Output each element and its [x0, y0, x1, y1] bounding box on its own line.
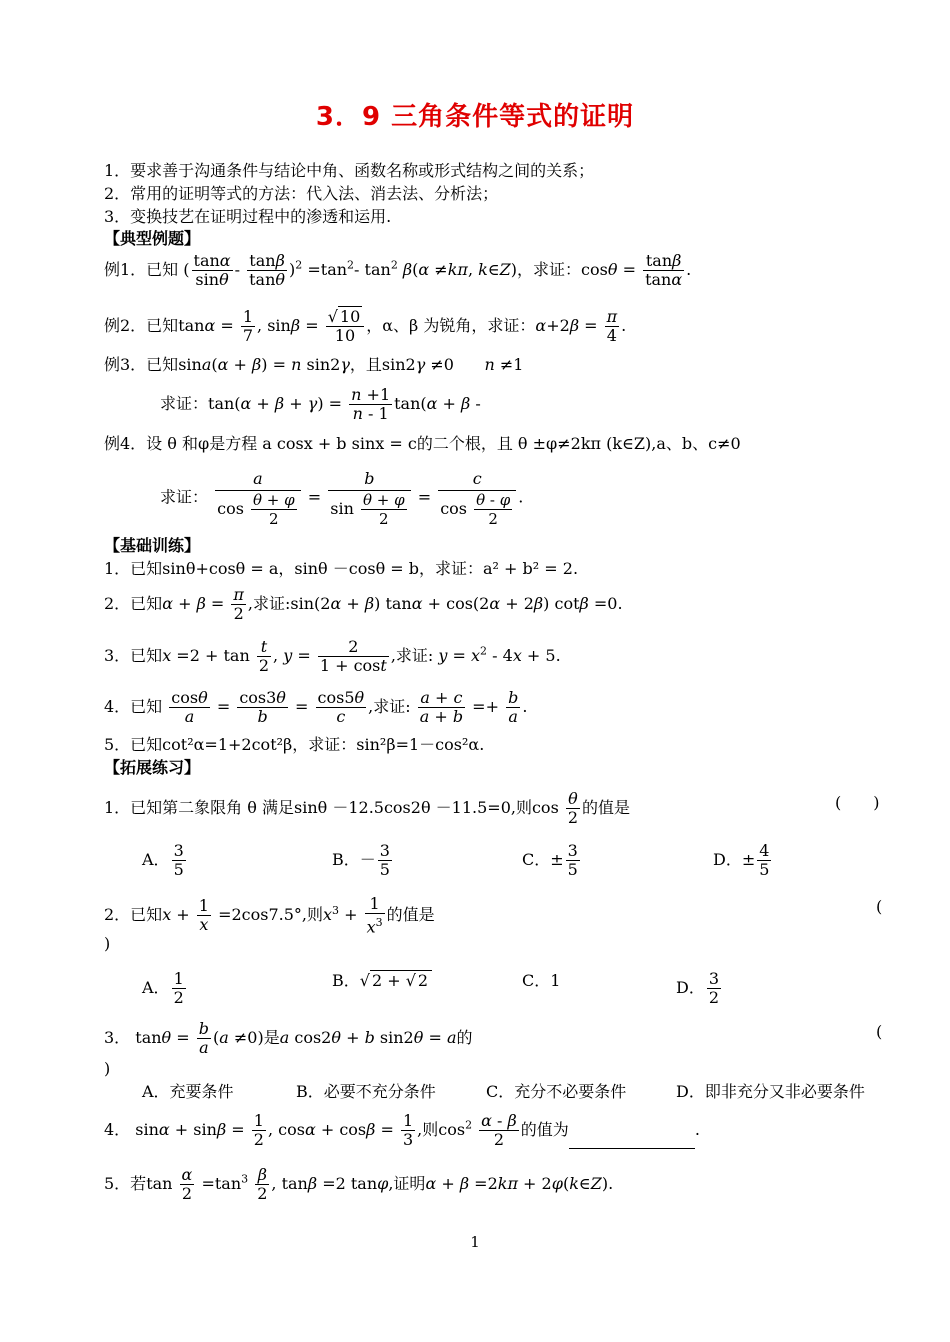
fraction: $\frac{√ 10}{10}$: [326, 308, 365, 345]
q3-option-b[interactable]: B．必要不充分条件: [296, 1082, 436, 1101]
q1-option-c[interactable]: C．± $\frac{3}{5}$: [522, 841, 578, 879]
example-3: 例3．已知sina(α + β) = n sin2γ，且sin2γ ≠0 n ≠1: [104, 355, 524, 374]
fraction: $\frac{\cos\theta}{a}$: [171, 688, 208, 726]
q2-option-a[interactable]: A． $\frac{1}{2}$: [142, 969, 184, 1007]
fraction: $\frac{1}{x}$: [198, 896, 209, 935]
section-examples: 【典型例题】: [104, 229, 201, 248]
q1-option-b[interactable]: B．－ $\frac{3}{5}$: [332, 841, 390, 879]
fraction: $\frac{\pi}{2}$: [233, 585, 244, 623]
fraction: $\frac{2}{1 + \cos t}$: [319, 637, 387, 675]
q3-option-c[interactable]: C．充分不必要条件: [486, 1082, 627, 1101]
goal-3: 3．变换技艺在证明过程中的渗透和运用.: [104, 207, 392, 226]
paren-close: ): [104, 1059, 111, 1078]
example-3-proof: 求证：tan(α + β + γ) = $\frac{n +1}{n - 1}$ tan(α + β -: [160, 385, 481, 423]
fraction: $\frac{n +1}{n - 1}$: [351, 385, 391, 423]
example-2-mid: ，α、β 为锐角，求证：: [366, 316, 536, 335]
fraction: $\frac{b}{a}$: [198, 1019, 210, 1057]
basic-q3: 3．已知x =2 + tan $\frac{t}{2}$ , y = $\frac{2}{1 + \cos t}$ ,求证: $y = x^2 - 4x + 5$.: [104, 637, 561, 675]
basic-q2-label: 2．已知: [104, 594, 163, 613]
fraction: $\frac{\cos 3\theta}{b}$: [239, 688, 286, 726]
extend-q5-label: 5．若: [104, 1174, 147, 1193]
fraction: $\frac{b}{a}$: [508, 688, 519, 726]
fraction: $\frac{\theta}{2}$: [567, 789, 579, 827]
fraction: $\frac{\tan\beta}{\tan\theta}$: [249, 251, 286, 289]
goal-1: 1．要求善于沟通条件与结论中角、函数名称或形式结构之间的关系；: [104, 161, 595, 180]
q3-option-a[interactable]: A．充要条件: [142, 1082, 234, 1101]
q1-option-a[interactable]: A． $\frac{3}{5}$: [142, 841, 184, 879]
paren-open: (: [876, 897, 883, 916]
extend-q1-tail: 的值是: [582, 798, 631, 817]
extend-q4-tail: 的值为: [520, 1120, 569, 1139]
example-1-tail: ，求证：: [517, 260, 582, 279]
fraction: $\frac{1}{2}$: [253, 1111, 264, 1149]
extend-q3-label: 3．: [104, 1028, 131, 1047]
goal-2: 2．常用的证明等式的方法：代入法、消去法、分析法；: [104, 184, 499, 203]
page-number: 1: [470, 1233, 480, 1251]
example-4-proof: 求证： a cos $\frac{\theta + \varphi}{2}$ = b sin $\frac{\theta + \varphi}{2}$ = c cos $\frac{\theta - \varphi}{2}$ .: [160, 469, 524, 528]
basic-q4-label: 4．已知: [104, 697, 163, 716]
fraction: c cos $\frac{\theta - \varphi}{2}$: [438, 468, 516, 528]
fraction: $\frac{\pi}{4}$: [606, 307, 618, 345]
example-3-proof-label: 求证：: [160, 394, 209, 413]
q3-option-d[interactable]: D．即非充分又非必要条件: [676, 1082, 865, 1101]
extend-q4-label: 4．: [104, 1120, 131, 1139]
fraction: $\frac{\tan\beta}{\tan\alpha}$: [645, 251, 683, 289]
q2-option-b[interactable]: B．√ 2 + √ 2: [332, 970, 432, 992]
fraction: $\frac{\tan\alpha}{\sin\theta}$: [193, 251, 231, 289]
fraction: $\frac{\cos 5\theta}{c}$: [317, 688, 365, 726]
section-basic: 【基础训练】: [104, 536, 201, 555]
fraction: $\frac{1}{7}$: [242, 307, 254, 345]
extend-q3: 3． tanθ = $\frac{b}{a}$ (a ≠0)是a cos2θ + b sin2θ = a的: [104, 1019, 473, 1057]
q2-option-d[interactable]: D． $\frac{3}{2}$: [676, 969, 720, 1007]
example-2-label: 例2．已知: [104, 316, 179, 335]
fraction: $\frac{\alpha}{2}$: [181, 1165, 193, 1203]
extend-q2-label: 2．已知: [104, 905, 163, 925]
extend-q4: 4． sinα + sinβ = $\frac{1}{2}$ , cosα + cosβ = $\frac{1}{3}$ ,则$\cos^2$ $\frac{\alpha - \beta}{2}$ 的值为 .: [104, 1111, 700, 1149]
fraction: a cos $\frac{\theta + \varphi}{2}$: [215, 468, 301, 528]
answer-paren: ( ): [835, 793, 880, 812]
extend-q1: 1．已知第二象限角 θ 满足sinθ －12.5cos2θ －11.5=0,则cos $\frac{\theta}{2}$ 的值是: [104, 789, 631, 827]
basic-q4: 4．已知 $\frac{\cos\theta}{a}$ = $\frac{\cos 3\theta}{b}$ = $\frac{\cos 5\theta}{c}$ ,求证: $\frac{a + c}{a + b}$ =+ $\frac{b}{a}$ .: [104, 688, 528, 726]
fraction: $\frac{\alpha - \beta}{2}$: [481, 1111, 517, 1149]
fraction: $\frac{1}{3}$: [402, 1111, 414, 1149]
example-1-label: 例1．已知: [104, 260, 179, 279]
basic-q2: 2．已知α + β = $\frac{\pi}{2}$ ,求证:sin(2α + β) tanα + cos(2α + 2β) cotβ =0.: [104, 585, 623, 623]
fraction: b sin $\frac{\theta + \varphi}{2}$: [328, 468, 410, 528]
basic-q1: 1．已知sinθ+cosθ = a，sinθ －cosθ = b，求证：a² + b² = 2.: [104, 559, 579, 578]
q2-option-c[interactable]: C．1: [522, 971, 561, 990]
q1-option-d[interactable]: D．± $\frac{4}{5}$: [713, 841, 770, 879]
example-4: 例4．设 θ 和φ是方程 a cosx + b sinx = c的二个根，且 θ ±φ≠2kπ (k∈Z),a、b、c≠0: [104, 434, 741, 453]
extend-q5: 5．若tan $\frac{\alpha}{2}$ $=\tan^3$ $\frac{\beta}{2}$ , tanβ =2 tanφ,证明α + β =2kπ + 2φ(k∈Z).: [104, 1165, 614, 1203]
paren-close: ): [104, 934, 111, 953]
example-1: 例1．已知 ( $\frac{\tan\alpha}{\sin\theta}$ - $\frac{\tan\beta}{\tan\theta}$ )$^2 =\tan^2-$ $\tan^2 \beta(\alpha \ne k\pi$, k∈Z)，求证：cosθ = $\frac{\tan\beta}{\tan\alpha}$ .: [104, 251, 692, 289]
fraction: $\frac{\beta}{2}$: [257, 1165, 268, 1203]
fraction: $\frac{1}{x^3}$: [366, 894, 383, 937]
example-2: 例2．已知tanα = $\frac{1}{7}$ , sinβ = $\frac{√ 10}{10}$ ，α、β 为锐角，求证：α+2β = $\frac{\pi}{4}$ .: [104, 307, 627, 345]
basic-q5: 5．已知cot²α=1+2cot²β，求证：sin²β=1－cos²α.: [104, 735, 485, 754]
fraction: $\frac{a + c}{a + b}$: [419, 688, 464, 726]
extend-q2-tail: 的值是: [386, 905, 435, 925]
page-title: 3．9 三角条件等式的证明: [315, 102, 635, 132]
paren-open: (: [876, 1022, 883, 1041]
extend-q2: 2．已知x + $\frac{1}{x}$ =2cos7.5°,则$x^3$ + $\frac{1}{x^3}$ 的值是: [104, 894, 435, 937]
example-3-mid: ，且: [349, 355, 382, 374]
extend-q1-text: 1．已知第二象限角 θ 满足sinθ －12.5cos2θ －11.5=0,则: [104, 798, 532, 817]
section-extend: 【拓展练习】: [104, 758, 201, 777]
fraction: $\frac{t}{2}$: [258, 637, 270, 675]
example-3-label: 例3．已知: [104, 355, 179, 374]
example-4-proof-label: 求证：: [160, 487, 209, 507]
basic-q3-label: 3．已知: [104, 646, 163, 665]
answer-blank[interactable]: [569, 1132, 695, 1149]
